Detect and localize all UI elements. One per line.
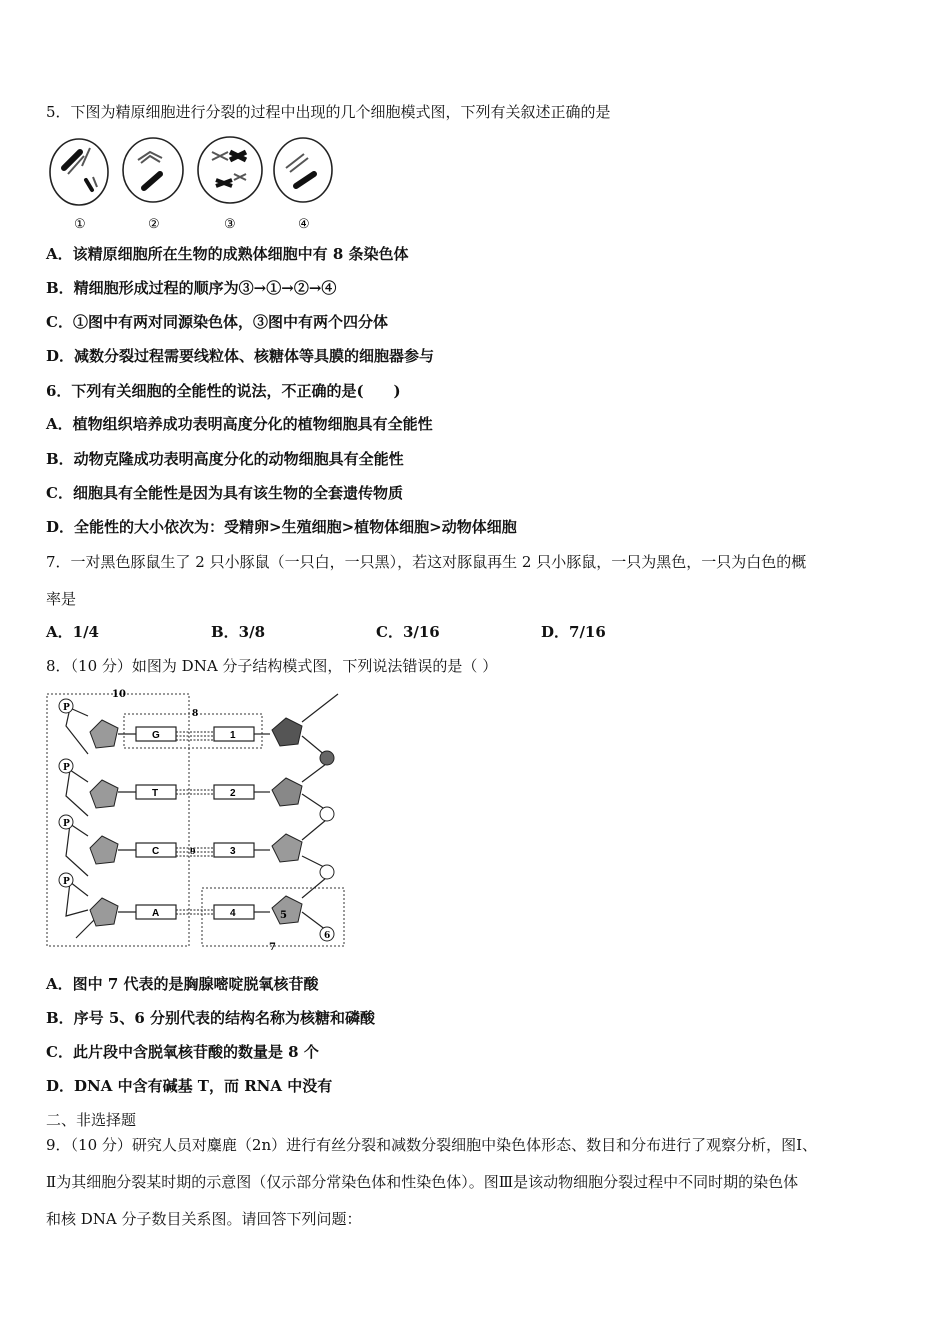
right-sugars <box>272 718 302 924</box>
q6-stem: 6．下列有关细胞的全能性的说法，不正确的是( ) <box>46 382 401 400</box>
q7-option-a: A．1/4 <box>46 623 99 641</box>
bond-label-9: 9 <box>190 846 196 856</box>
q7-stem-line1: 7．一对黑色豚鼠生了 2 只小豚鼠（一只白，一只黑），若这对豚鼠再生 2 只小豚鼠，一只为黑色，一只为白色的概 <box>46 553 807 571</box>
cell-3 <box>198 137 262 203</box>
base-c: C <box>152 846 160 857</box>
base-t: T <box>152 788 159 799</box>
svg-text:P: P <box>63 763 70 773</box>
q5-option-a: A．该精原细胞所在生物的成熟体细胞中有 8 条染色体 <box>46 245 409 263</box>
cell-4 <box>274 138 332 202</box>
q8-option-b: B．序号 5、6 分别代表的结构名称为核糖和磷酸 <box>46 1009 375 1027</box>
q6-option-c: C．细胞具有全能性是因为具有该生物的全套遗传物质 <box>46 484 403 502</box>
cell-label-3: ③ <box>224 217 236 232</box>
q9-line3: 和核 DNA 分子数目关系图。请回答下列问题： <box>46 1210 362 1228</box>
q6-option-a: A．植物组织培养成功表明高度分化的植物细胞具有全能性 <box>46 415 433 433</box>
base-a: A <box>152 908 160 919</box>
base-number-3: 3 <box>230 846 236 857</box>
q8-stem: 8．（10 分）如图为 DNA 分子结构模式图，下列说法错误的是（ ） <box>46 657 498 675</box>
q7-option-c: C．3/16 <box>376 623 440 641</box>
q5-stem: 5．下图为精原细胞进行分裂的过程中出现的几个细胞模式图，下列有关叙述正确的是 <box>46 103 611 121</box>
cell-label-4: ④ <box>298 217 310 232</box>
sugar-label-5: 5 <box>280 910 287 921</box>
q7-option-d: D．7/16 <box>541 623 606 641</box>
q7-option-b: B．3/8 <box>211 623 266 641</box>
box-label-10: 10 <box>112 689 126 700</box>
q9-line1: 9．（10 分）研究人员对麋鹿（2n）进行有丝分裂和减数分裂细胞中染色体形态、数目和分布进行了观察分析，图Ⅰ、 <box>46 1136 818 1154</box>
q5-option-c: C．①图中有两对同源染色体，③图中有两个四分体 <box>46 313 388 331</box>
q7-stem-line2: 率是 <box>46 590 77 608</box>
svg-text:P: P <box>63 703 70 713</box>
cell-label-1: ① <box>74 217 86 232</box>
q6-option-b: B．动物克隆成功表明高度分化的动物细胞具有全能性 <box>46 450 404 468</box>
q9-line2: Ⅱ为其细胞分裂某时期的示意图（仅示部分常染色体和性染色体）。图Ⅲ是该动物细胞分裂过程中不同时期的染色体 <box>46 1173 799 1191</box>
section-title: 二、非选择题 <box>46 1111 137 1129</box>
dna-structure-figure <box>44 686 350 952</box>
right-phosphates <box>320 751 334 941</box>
base-number-2: 2 <box>230 788 236 799</box>
q5-cell-figure <box>46 130 336 235</box>
q8-option-c: C．此片段中含脱氧核苷酸的数量是 8 个 <box>46 1043 319 1061</box>
q6-option-d: D．全能性的大小依次为：受精卵>生殖细胞>植物体细胞>动物体细胞 <box>46 518 517 536</box>
base-g: G <box>152 730 160 741</box>
left-sugars <box>90 720 118 926</box>
cell-1 <box>50 139 108 205</box>
box-label-8: 8 <box>192 709 199 719</box>
q5-option-d: D．减数分裂过程需要线粒体、核糖体等具膜的细胞器参与 <box>46 347 435 365</box>
phosphate-label-6: 6 <box>324 931 331 941</box>
q7-options <box>46 621 606 643</box>
base-number-1: 1 <box>230 730 236 741</box>
cell-label-2: ② <box>148 217 160 232</box>
box-label-7: 7 <box>269 942 276 952</box>
q5-option-b: B．精细胞形成过程的顺序为③→①→②→④ <box>46 279 337 297</box>
svg-text:P: P <box>63 877 70 887</box>
svg-text:P: P <box>63 819 70 829</box>
q8-option-a: A．图中 7 代表的是胸腺嘧啶脱氧核苷酸 <box>46 975 319 993</box>
q8-option-d: D．DNA 中含有碱基 T，而 RNA 中没有 <box>46 1077 333 1095</box>
base-number-4: 4 <box>230 908 236 919</box>
cell-2 <box>123 138 183 202</box>
